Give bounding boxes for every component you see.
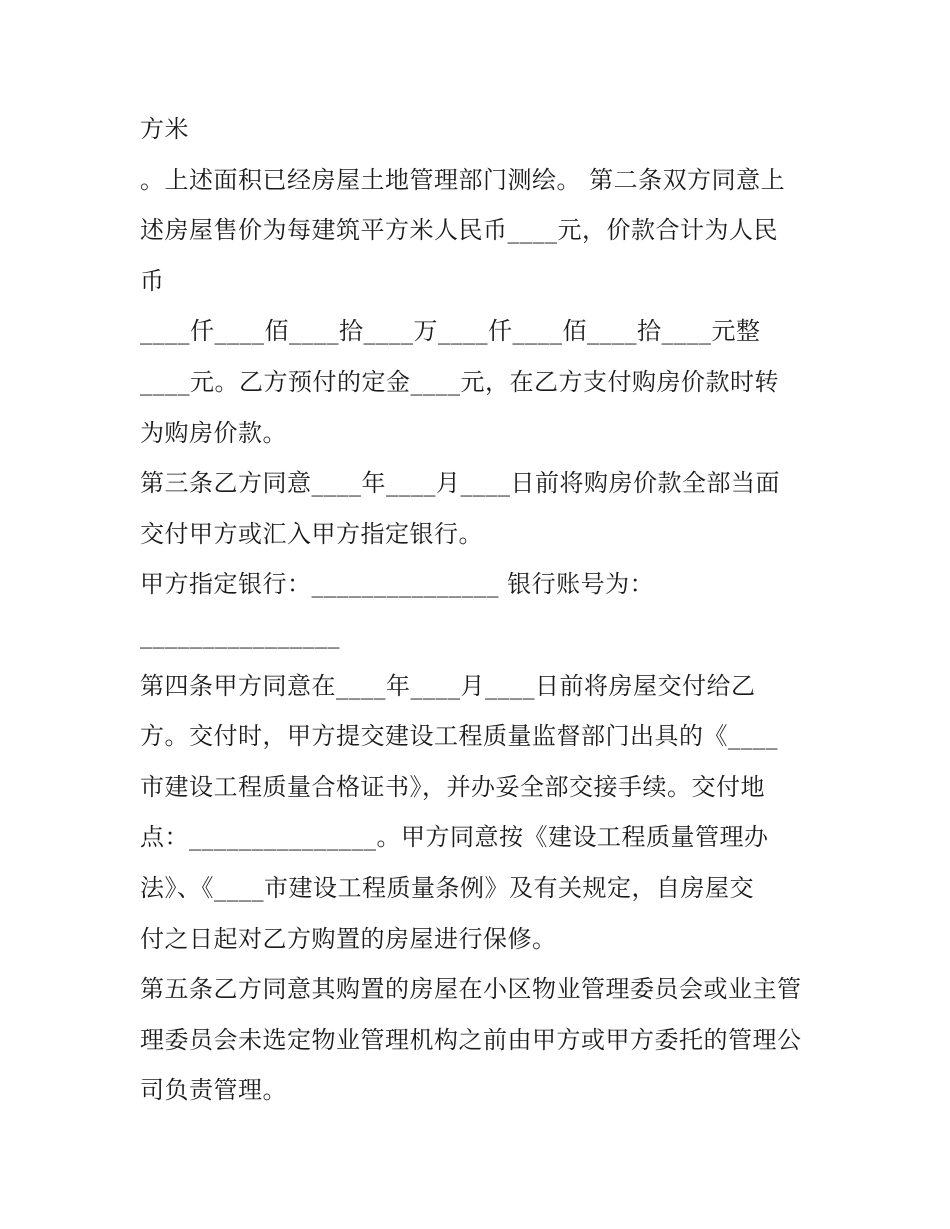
text-line: ____仟____佰____拾____万____仟____佰____拾____元整 [140,317,761,346]
text-line: 述房屋售价为每建筑平方米人民币____元，价款合计为人民 [140,216,778,245]
text-line: 第三条乙方同意____年____月____日前将购房价款全部当面 [140,469,780,498]
text-line: 。上述面积已经房屋土地管理部门测绘。 第二条双方同意上 [140,165,786,194]
text-line: 方。交付时，甲方提交建设工程质量监督部门出具的《____ [140,722,778,751]
text-line: 甲方指定银行：_______________ 银行账号为： [140,570,655,599]
text-line: 币 [140,266,165,295]
text-line: 市建设工程质量合格证书》，并办妥全部交接手续。交付地 [140,772,765,801]
text-line: 司负责管理。 [140,1076,287,1105]
text-line: 理委员会未选定物业管理机构之前由甲方或甲方委托的管理公 [140,1025,802,1054]
text-line: 点：_______________。甲方同意按《建设工程质量管理办 [140,823,769,852]
text-line: 法》、《____市建设工程质量条例》及有关规定，自房屋交 [140,873,754,902]
text-line: 第四条甲方同意在____年____月____日前将房屋交付给乙 [140,671,756,700]
text-line: 第五条乙方同意其购置的房屋在小区物业管理委员会或业主管 [140,975,802,1004]
text-line: 方米 [140,115,189,143]
text-line: 为购房价款。 [140,418,287,447]
text-line: 交付甲方或汇入甲方指定银行。 [140,519,483,548]
text-line: ________________ [140,620,340,649]
document-body [140,104,815,1116]
text-line: ____元。乙方预付的定金____元，在乙方支付购房价款时转 [140,367,779,396]
text-line: 付之日起对乙方购置的房屋进行保修。 [140,924,557,953]
